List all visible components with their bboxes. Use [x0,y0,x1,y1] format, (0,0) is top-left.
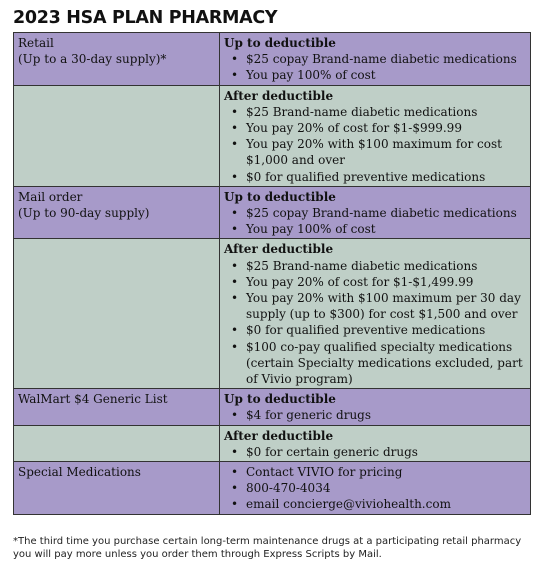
table-row [14,239,531,389]
list-item: • You pay 100% of cost [224,67,526,83]
list-item: • $25 copay Brand-name diabetic medications [224,205,526,221]
list-item: • You pay 20% of cost for $1-$999.99 [224,120,526,136]
row-detail-cell [220,186,531,239]
row-detail-cell [220,239,531,389]
detail-list [224,205,526,237]
row-label: Mail order [18,189,83,204]
row-detail-cell [220,462,531,515]
table-row [14,186,531,239]
row-label-cell [14,425,220,461]
detail-heading: After deductible [224,88,334,103]
detail-heading: Up to deductible [224,392,336,407]
row-label: Retail [18,36,54,50]
list-item: • You pay 100% of cost [224,221,526,237]
row-label: WalMart $4 Generic List [18,392,168,407]
row-detail-cell [220,33,531,86]
row-detail-cell [220,389,531,425]
list-item: • email concierge@viviohealth.com [224,496,526,512]
row-sublabel: (Up to 90-day supply) [18,206,150,221]
list-item: • You pay 20% with $100 maximum per 30 day supply (up to $300) for cost $1,500 and over [224,290,526,322]
detail-heading: After deductible [224,428,334,443]
pharmacy-table [13,32,531,515]
list-item: • You pay 20% with $100 maximum for cost $1,000 and over [224,136,526,168]
list-item: • $25 Brand-name diabetic medications [224,104,526,120]
detail-heading: Up to deductible [224,36,336,50]
list-item: • $0 for qualified preventive medications [224,322,526,338]
footnote: *The third time you purchase certain long-term maintenance drugs at a participating retail pharmacy you will pay more unless you order them through Express Scripts by Mail. [13,536,522,560]
detail-list [224,258,526,388]
row-label-cell [14,462,220,515]
row-detail-cell [220,85,531,186]
list-item: • $100 co-pay qualified specialty medications (certain Specialty medications excluded, part of Vivio program) [224,339,526,388]
row-label-cell [14,389,220,425]
list-item: • $4 for generic drugs [224,407,526,423]
detail-heading: After deductible [224,242,334,257]
table-row [14,85,531,186]
detail-list [224,464,526,513]
row-label-cell [14,186,220,239]
list-item: • $0 for qualified preventive medications [224,169,526,185]
list-item: • $0 for certain generic drugs [224,444,526,460]
list-item: • 800-470-4034 [224,480,526,496]
row-label-cell [14,85,220,186]
detail-list [224,444,526,460]
table-row [14,33,531,86]
detail-list [224,104,526,185]
table-row [14,462,531,515]
detail-list [224,51,526,83]
table-row [14,389,531,425]
detail-list [224,407,526,423]
list-item: • Contact VIVIO for pricing [224,464,526,480]
detail-heading: Up to deductible [224,189,336,204]
table-row [14,425,531,461]
row-label-cell [14,33,220,86]
row-label: Special Medications [18,465,141,480]
row-sublabel: (Up to a 30-day supply)* [18,52,167,67]
row-detail-cell [220,425,531,461]
list-item: • You pay 20% of cost for $1-$1,499.99 [224,274,526,290]
list-item: • $25 copay Brand-name diabetic medications [224,51,526,67]
row-label-cell [14,239,220,389]
page-title: 2023 HSA PLAN PHARMACY [13,8,278,28]
list-item: • $25 Brand-name diabetic medications [224,258,526,274]
